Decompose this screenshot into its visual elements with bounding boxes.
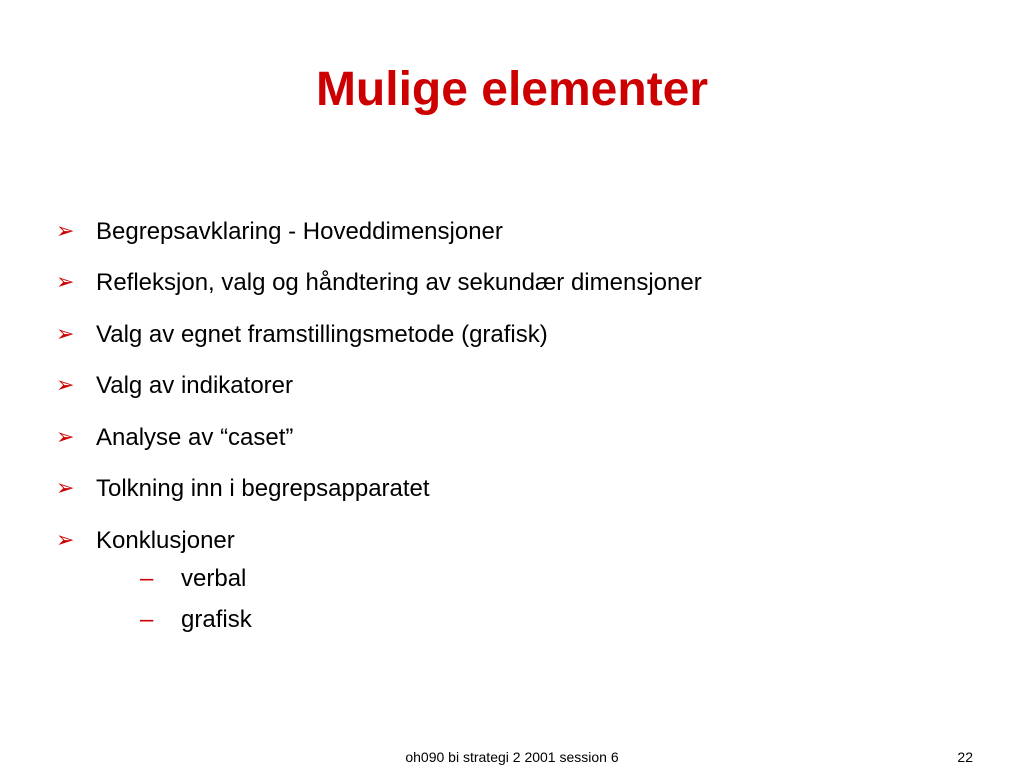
bullet-item <box>56 206 956 258</box>
arrowhead-bullet-icon: ➢ <box>56 424 75 450</box>
sub-bullet-item <box>140 558 252 599</box>
sub-bullet-text: grafisk <box>181 605 252 633</box>
sub-bullet-list <box>140 558 252 640</box>
bullet-text: Analyse av “caset” <box>96 423 294 451</box>
arrowhead-bullet-icon: ➢ <box>56 373 75 399</box>
bullet-text: Valg av indikatorer <box>96 372 293 400</box>
bullet-text: Begrepsavklaring - Hoveddimensjoner <box>96 217 503 245</box>
bullet-item <box>56 464 956 516</box>
dash-marker-icon: – <box>140 564 154 592</box>
sub-bullet-item <box>140 599 252 640</box>
arrowhead-bullet-icon: ➢ <box>56 218 75 244</box>
bullet-text: Refleksjon, valg og håndtering av sekundær dimensjoner <box>96 269 702 297</box>
bullet-item <box>56 309 956 361</box>
arrowhead-bullet-icon: ➢ <box>56 527 75 553</box>
bullet-text: Tolkning inn i begrepsapparatet <box>96 475 430 503</box>
arrowhead-bullet-icon: ➢ <box>56 476 75 502</box>
bullet-text: Konklusjoner <box>96 526 235 554</box>
sub-bullet-text: verbal <box>181 564 247 592</box>
slide-footer: oh090 bi strategi 2 2001 session 6 <box>405 749 619 765</box>
bullet-list <box>56 206 956 567</box>
slide-title: Mulige elementer <box>315 63 709 116</box>
page-number: 22 <box>957 749 973 765</box>
arrowhead-bullet-icon: ➢ <box>56 270 75 296</box>
bullet-item <box>56 258 956 310</box>
bullet-item <box>56 412 956 464</box>
dash-marker-icon: – <box>140 605 154 633</box>
bullet-item <box>56 361 956 413</box>
bullet-text: Valg av egnet framstillingsmetode (grafisk) <box>96 320 548 348</box>
arrowhead-bullet-icon: ➢ <box>56 321 75 347</box>
